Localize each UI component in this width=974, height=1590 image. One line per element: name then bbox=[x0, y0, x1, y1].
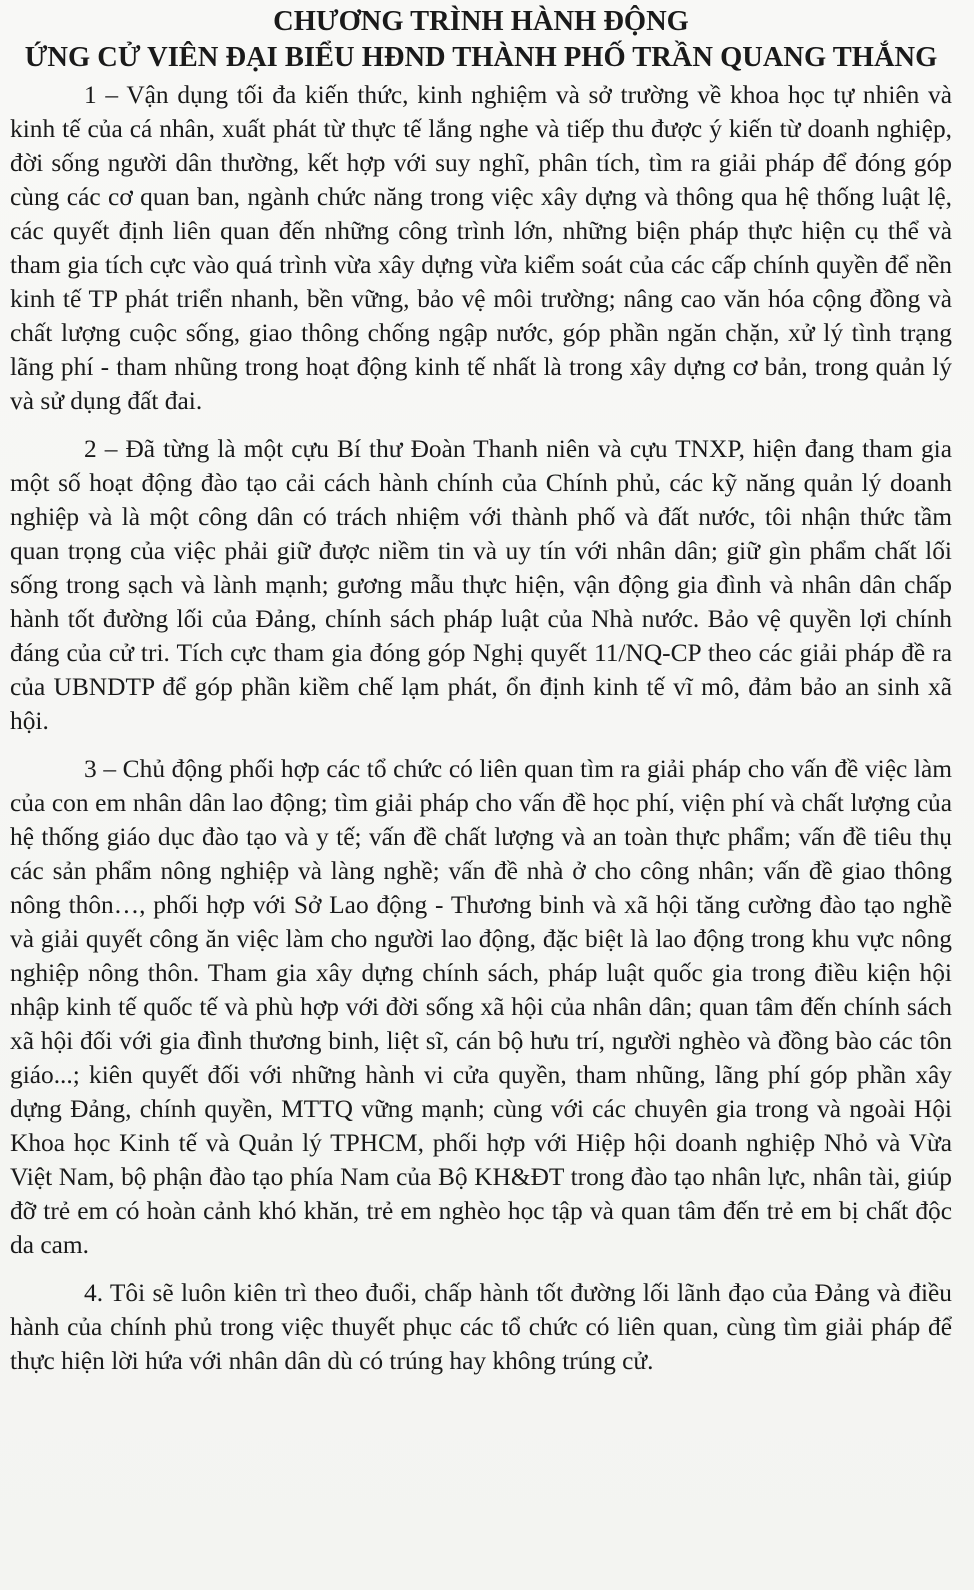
paragraph-4: 4. Tôi sẽ luôn kiên trì theo đuổi, chấp hành tốt đường lối lãnh đạo của Đảng và điều hành của chính phủ trong việc thuyết phục các tổ chức có liên quan, cùng tìm giải pháp để thực hiện lời hứa với nhân dân dù có trúng hay không trúng cử. bbox=[10, 1279, 952, 1375]
paragraph-2: 2 – Đã từng là một cựu Bí thư Đoàn Thanh niên và cựu TNXP, hiện đang tham gia một số hoạt động đào tạo cải cách hành chính của Chính phủ, các kỹ năng quản lý doanh nghiệp và là một công dân có trách nhiệm với thành phố và đất nước, tôi nhận thức tầm quan trọng của việc phải giữ được niềm tin và uy tín với nhân dân; giữ gìn phẩm chất lối sống trong sạch và lành mạnh; gương mẫu thực hiện, vận động gia đình và nhân dân chấp hành tốt đường lối của Đảng, chính sách pháp luật của Nhà nước. Bảo vệ quyền lợi chính đáng của cử tri. Tích cực tham gia đóng góp Nghị quyết 11/NQ-CP theo các giải pháp đề ra của UBNDTP để góp phần kiềm chế lạm phát, ổn định kinh tế vĩ mô, đảm bảo an sinh xã hội. bbox=[10, 435, 952, 735]
document-title: CHƯƠNG TRÌNH HÀNH ĐỘNG bbox=[273, 6, 689, 37]
document-subtitle: ỨNG CỬ VIÊN ĐẠI BIỂU HĐND THÀNH PHỐ TRẦN QUANG THẮNG bbox=[24, 42, 938, 73]
paragraph-3: 3 – Chủ động phối hợp các tổ chức có liên quan tìm ra giải pháp cho vấn đề việc làm của con em nhân dân lao động; tìm giải pháp cho vấn đề học phí, viện phí và chất lượng của hệ thống giáo dục đào tạo và y tế; vấn đề chất lượng và an toàn thực phẩm; vấn đề tiêu thụ các sản phẩm nông nghiệp và làng nghề; vấn đề nhà ở cho công nhân; vấn đề giao thông nông thôn…, phối hợp với Sở Lao động - Thương binh và xã hội tăng cường đào tạo nghề và giải quyết công ăn việc làm cho người lao động, đặc biệt là lao động trong khu vực nông nghiệp nông thôn. Tham gia xây dựng chính sách, pháp luật quốc gia trong điều kiện hội nhập kinh tế quốc tế và phù hợp với đời sống xã hội của nhân dân; quan tâm đến chính sách xã hội đối với gia đình thương binh, liệt sĩ, cán bộ hưu trí, người nghèo và đồng bào các tôn giáo...; kiên quyết đối với những hành vi cửa quyền, tham nhũng, lãng phí góp phần xây dựng Đảng, chính quyền, MTTQ vững mạnh; cùng với các chuyên gia trong và ngoài Hội Khoa học Kinh tế và Quản lý TPHCM, phối hợp với Hiệp hội doanh nghiệp Nhỏ và Vừa Việt Nam, bộ phận đào tạo phía Nam của Bộ KH&ĐT trong đào tạo nhân lực, nhân tài, giúp đỡ trẻ em có hoàn cảnh khó khăn, trẻ em nghèo học tập và quan tâm đến trẻ em bị chất độc da cam. bbox=[10, 755, 952, 1259]
paragraph-1: 1 – Vận dụng tối đa kiến thức, kinh nghiệm và sở trường về khoa học tự nhiên và kinh tế của cá nhân, xuất phát từ thực tế lắng nghe và tiếp thu được ý kiến từ doanh nghiệp, đời sống người dân thường, kết hợp với suy nghĩ, phân tích, tìm ra giải pháp để đóng góp cùng các cơ quan ban, ngành chức năng trong việc xây dựng và thông qua hệ thống luật lệ, các quyết định liên quan đến những công trình lớn, những biện pháp thực hiện cụ thể và tham gia tích cực vào quá trình vừa xây dựng vừa kiểm soát của các cấp chính quyền để nền kinh tế TP phát triển nhanh, bền vững, bảo vệ môi trường; nâng cao văn hóa cộng đồng và chất lượng cuộc sống, giao thông chống ngập nước, góp phần ngăn chặn, xử lý tình trạng lãng phí - tham nhũng trong hoạt động kinh tế nhất là trong xây dựng cơ bản, trong quản lý và sử dụng đất đai. bbox=[10, 81, 952, 415]
document-body bbox=[10, 78, 952, 1378]
document-header bbox=[10, 4, 952, 76]
